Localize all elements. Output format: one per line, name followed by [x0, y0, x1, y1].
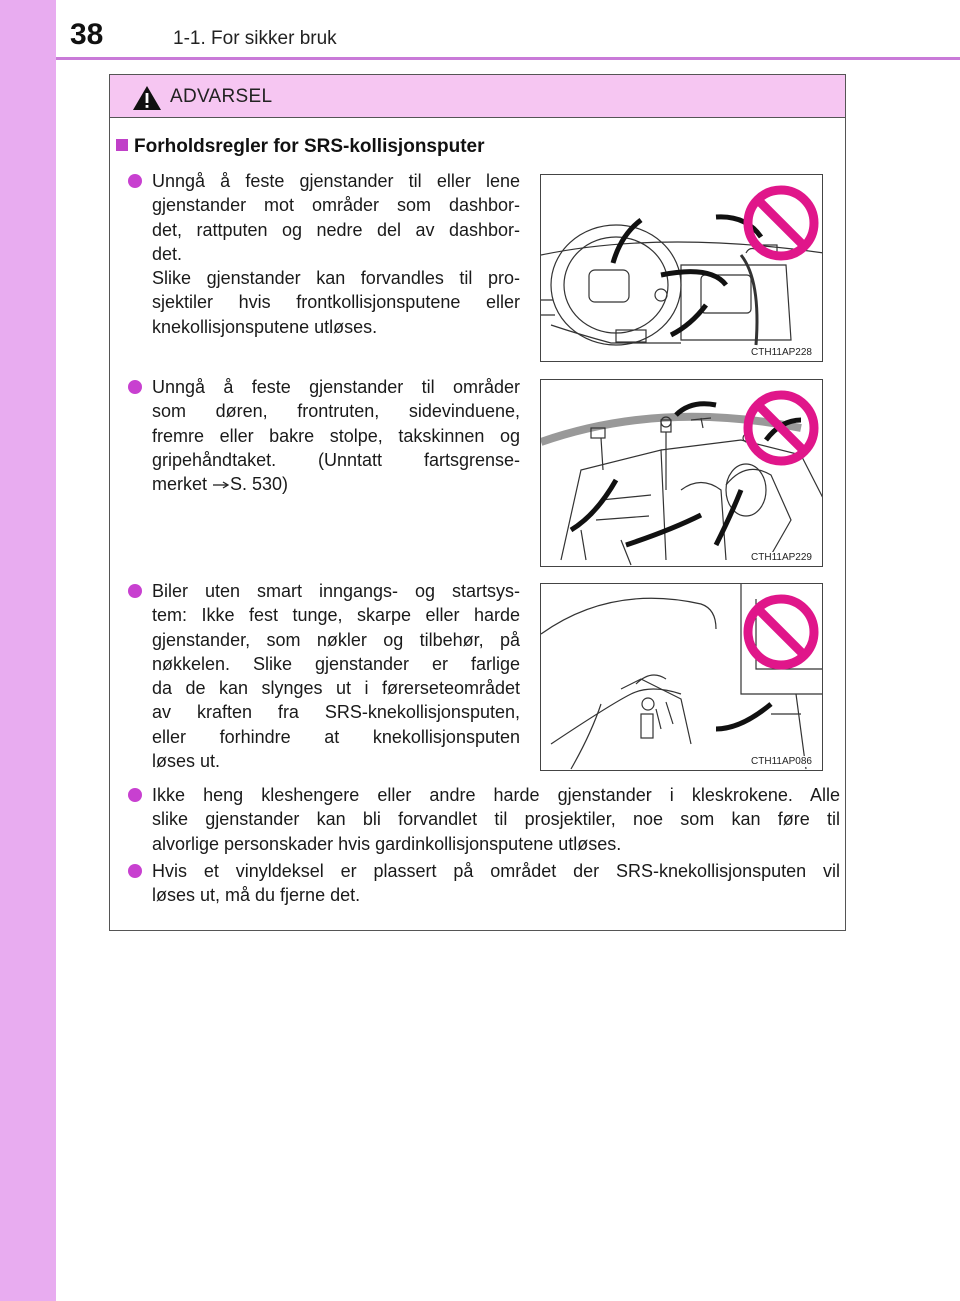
side-tab-band — [0, 0, 56, 1301]
warning-triangle-icon — [132, 85, 162, 111]
figure-code: CTH11AP086 — [751, 756, 812, 767]
square-bullet-icon — [116, 139, 128, 151]
prohibition-icon — [748, 190, 814, 256]
text-line: tem: Ikke fest tunge, skarpe eller harde — [152, 605, 520, 626]
bullet-text-5 — [152, 859, 840, 908]
text-line: gjenstander mot områder som dashbor- — [152, 195, 520, 216]
prohibition-icon — [748, 395, 814, 461]
text-line: eller forhindre at knekollisjonsputen — [152, 726, 520, 747]
text-line — [152, 472, 520, 496]
text-line: Ikke heng kleshengere eller andre harde gjenstander i kleskrokene. Alle — [152, 785, 840, 805]
text-line: det, rattputen og nedre del av dashbor- — [152, 219, 520, 240]
interior-drawing — [541, 380, 823, 567]
bullet-text-1 — [152, 169, 520, 339]
warning-heading-text: Forholdsregler for SRS-kollisjonsputer — [134, 136, 485, 157]
text-line: løses ut, må du fjerne det. — [152, 885, 361, 906]
warning-heading — [116, 136, 485, 158]
text-line: Unngå å feste gjenstander til områder — [152, 377, 520, 397]
key-illustration — [540, 583, 823, 771]
text-line: sjektiler hvis frontkollisjonsputene eller — [152, 292, 520, 313]
prohibition-icon — [748, 599, 814, 665]
round-bullet-icon — [128, 174, 142, 188]
round-bullet-icon — [128, 864, 142, 878]
text-line: Slike gjenstander kan forvandles til pro- — [152, 268, 520, 289]
round-bullet-icon — [128, 788, 142, 802]
xref-prefix: merket — [152, 474, 213, 495]
text-line: gripehåndtaket. (Unntatt fartsgrense- — [152, 449, 520, 470]
text-line: fremre eller bakre stolpe, takskinnen og — [152, 425, 520, 446]
text-line: av kraften fra SRS-knekollisjonsputen, — [152, 702, 520, 723]
text-line: gjenstander, som nøkler og tilbehør, på — [152, 629, 520, 650]
text-line: løses ut. — [152, 751, 221, 772]
warning-title: ADVARSEL — [170, 86, 273, 107]
header-rule — [56, 57, 960, 60]
key-drawing — [541, 584, 823, 771]
figure-code: CTH11AP228 — [751, 347, 812, 358]
warning-box — [109, 74, 846, 931]
cross-reference-arrow-icon — [212, 480, 230, 490]
page-number: 38 — [70, 18, 104, 51]
text-line: nøkkelen. Slike gjenstander er farlige — [152, 653, 520, 674]
figure-code: CTH11AP229 — [751, 552, 812, 563]
text-line: da de kan slynges ut i førerseteområdet — [152, 678, 520, 699]
text-line: Unngå å feste gjenstander til eller lene — [152, 171, 520, 191]
text-line: slike gjenstander kan bli forvandlet til prosjektiler, noe som kan føre til — [152, 809, 840, 830]
round-bullet-icon — [128, 380, 142, 394]
round-bullet-icon — [128, 584, 142, 598]
text-line: knekollisjonsputene utløses. — [152, 316, 378, 337]
warning-header — [110, 75, 845, 118]
bullet-text-2 — [152, 375, 520, 496]
dashboard-drawing — [541, 175, 823, 362]
interior-illustration — [540, 379, 823, 567]
bullet-text-3 — [152, 579, 520, 773]
dashboard-illustration — [540, 174, 823, 362]
section-title: 1-1. For sikker bruk — [173, 28, 337, 49]
bullet-text-4 — [152, 783, 840, 856]
text-line: det. — [152, 243, 183, 264]
text-line: som døren, frontruten, sidevinduene, — [152, 401, 520, 422]
text-line: Hvis et vinyldeksel er plassert på området der SRS-knekollisjonsputen vil — [152, 861, 840, 881]
xref-target[interactable]: S. 530) — [230, 474, 289, 495]
text-line: alvorlige personskader hvis gardinkollisjonsputene utløses. — [152, 833, 622, 854]
text-line: Biler uten smart inngangs- og startsys- — [152, 581, 520, 601]
